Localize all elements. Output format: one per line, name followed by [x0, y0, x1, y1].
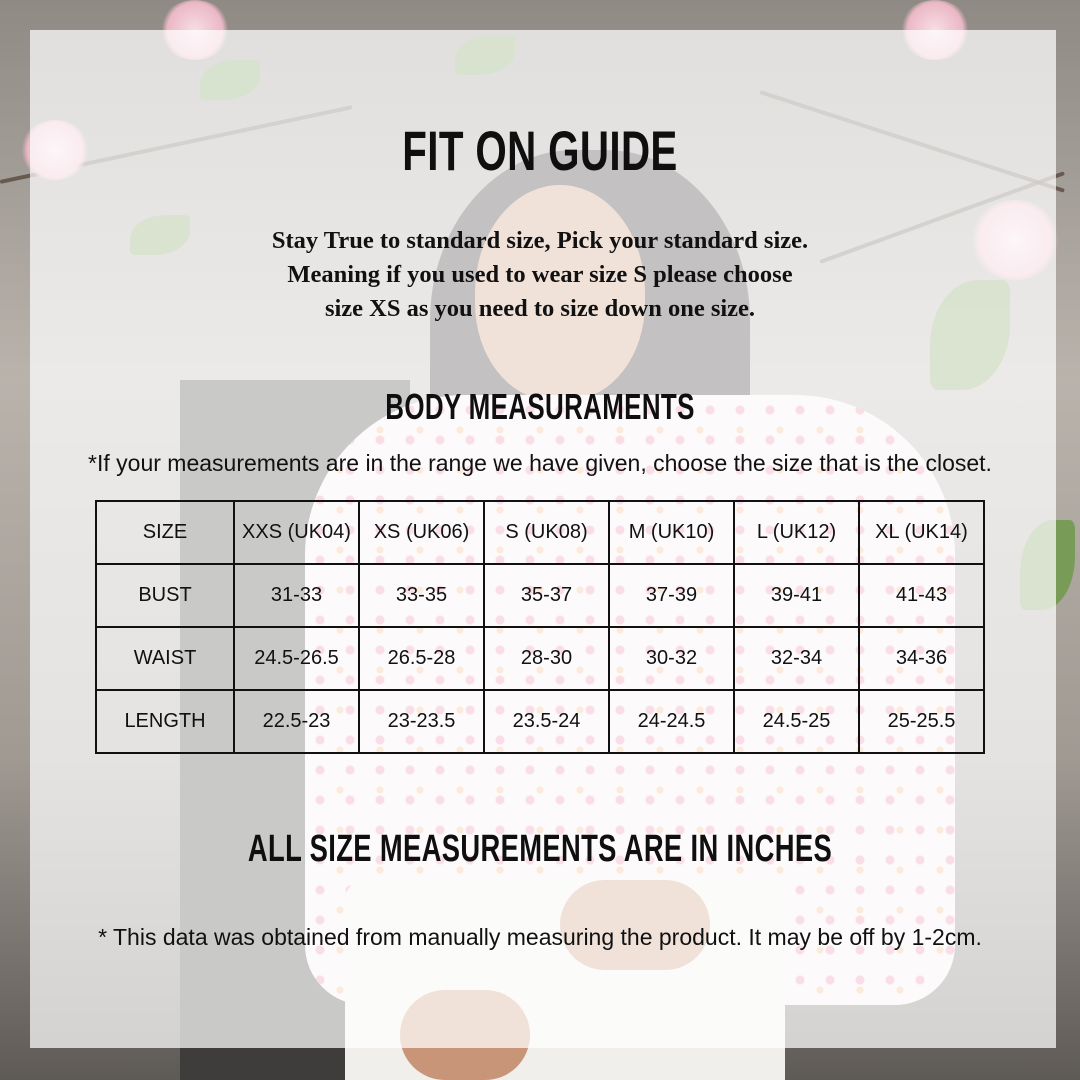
table-cell: 23-23.5	[359, 690, 484, 753]
table-header-cell: M (UK10)	[609, 501, 734, 564]
size-chart-table	[95, 500, 985, 754]
table-header-cell: S (UK08)	[484, 501, 609, 564]
table-cell: 23.5-24	[484, 690, 609, 753]
table-cell: 34-36	[859, 627, 984, 690]
table-cell: 26.5-28	[359, 627, 484, 690]
table-cell: 33-35	[359, 564, 484, 627]
table-cell: 25-25.5	[859, 690, 984, 753]
page-title: FIT ON GUIDE	[402, 119, 678, 182]
table-cell: 22.5-23	[234, 690, 359, 753]
table-row	[96, 690, 984, 753]
table-cell: 24.5-26.5	[234, 627, 359, 690]
intro-line: Stay True to standard size, Pick your standard size.	[271, 227, 809, 254]
intro-line: Meaning if you used to wear size S please choose	[287, 261, 793, 288]
section-heading: BODY MEASURAMENTS	[385, 386, 695, 427]
table-row	[96, 627, 984, 690]
table-header-cell: XXS (UK04)	[234, 501, 359, 564]
table-cell: 32-34	[734, 627, 859, 690]
data-disclaimer: * This data was obtained from manually measuring the product. It may be off by 1-2cm.	[98, 924, 982, 950]
table-header-cell: L (UK12)	[734, 501, 859, 564]
table-header-row	[96, 501, 984, 564]
units-note: ALL SIZE MEASUREMENTS ARE IN INCHES	[247, 828, 833, 870]
table-cell: 24.5-25	[734, 690, 859, 753]
row-label: BUST	[96, 564, 234, 627]
range-note: *If your measurements are in the range we have given, choose the size that is the closet.	[88, 450, 992, 476]
table-cell: 24-24.5	[609, 690, 734, 753]
table-header-cell: XS (UK06)	[359, 501, 484, 564]
table-cell: 39-41	[734, 564, 859, 627]
table-row	[96, 564, 984, 627]
table-header-cell: XL (UK14)	[859, 501, 984, 564]
table-cell: 37-39	[609, 564, 734, 627]
intro-text	[90, 224, 990, 326]
table-cell: 28-30	[484, 627, 609, 690]
table-cell: 31-33	[234, 564, 359, 627]
row-label: LENGTH	[96, 690, 234, 753]
table-cell: 30-32	[609, 627, 734, 690]
row-label: WAIST	[96, 627, 234, 690]
intro-line: size XS as you need to size down one size.	[324, 295, 756, 322]
table-header-cell: SIZE	[96, 501, 234, 564]
table-cell: 41-43	[859, 564, 984, 627]
table-cell: 35-37	[484, 564, 609, 627]
